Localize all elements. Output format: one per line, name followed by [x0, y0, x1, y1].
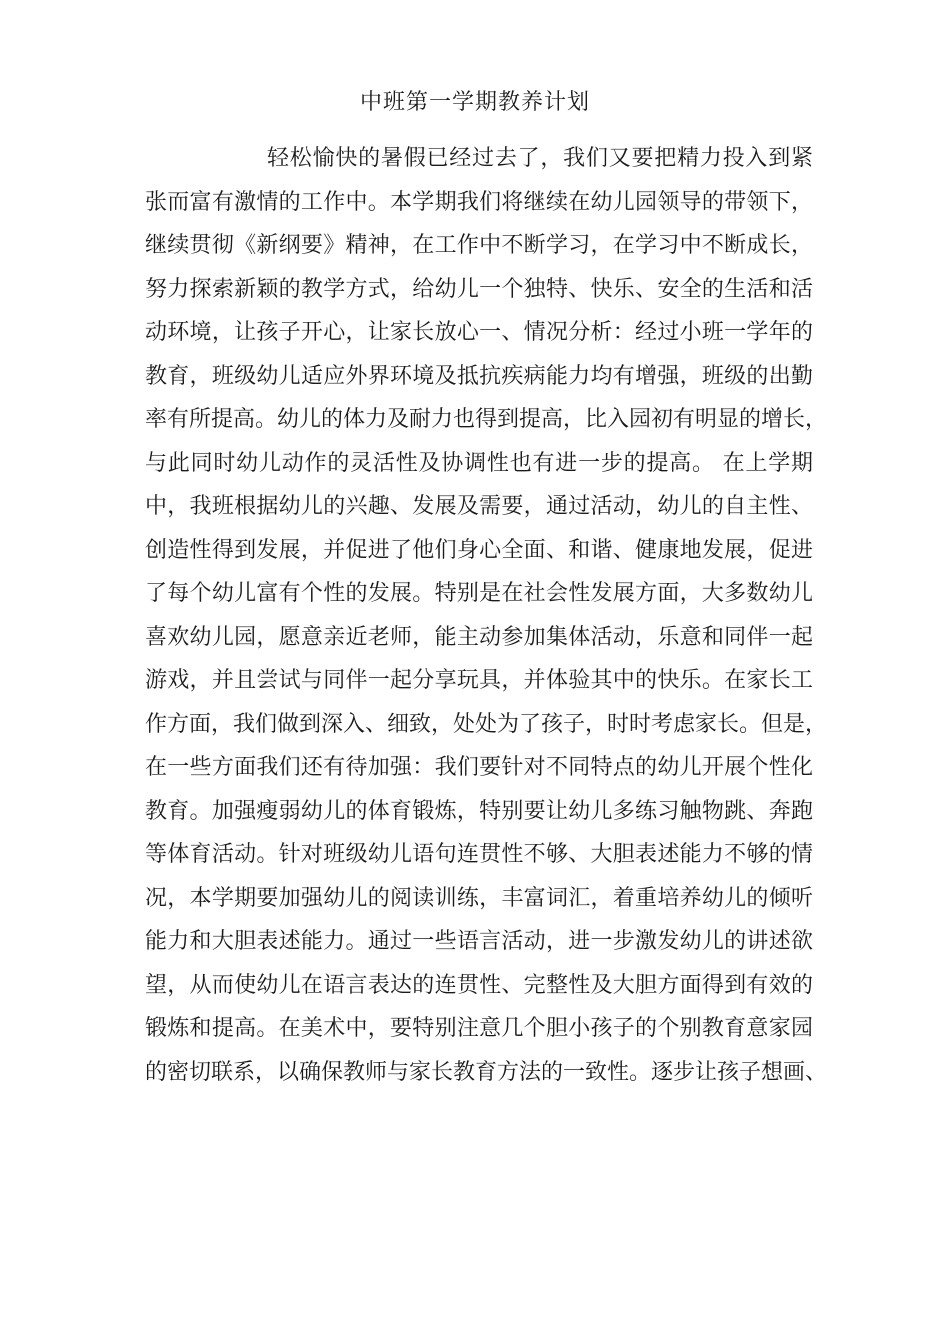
body-line: 中，我班根据幼儿的兴趣、发展及需要，通过活动，幼儿的自主性、	[145, 494, 813, 519]
body-line: 创造性得到发展，并促进了他们身心全面、和谐、健康地发展，促进	[145, 537, 813, 563]
body-line: 与此同时幼儿动作的灵活性及协调性也有进一步的提高。 在上学期	[145, 450, 813, 476]
document-title: 中班第一学期教养计划	[359, 90, 590, 115]
body-line: 了每个幼儿富有个性的发展。特别是在社会性发展方面，大多数幼儿	[145, 581, 813, 606]
body-line: 况，本学期要加强幼儿的阅读训练，丰富词汇，着重培养幼儿的倾听	[145, 885, 813, 911]
body-line: 的密切联系，以确保教师与家长教育方法的一致性。逐步让孩子想画、	[145, 1059, 828, 1085]
body-line: 率有所提高。幼儿的体力及耐力也得到提高，比入园初有明显的增长，	[145, 407, 828, 432]
body-line: 动环境，让孩子开心，让家长放心一、情况分析：经过小班一学年的	[145, 320, 813, 345]
body-line: 继续贯彻《新纲要》精神，在工作中不断学习，在学习中不断成长，	[145, 233, 813, 258]
body-line: 张而富有激情的工作中。本学期我们将继续在幼儿园领导的带领下，	[145, 189, 813, 215]
body-line: 等体育活动。针对班级幼儿语句连贯性不够、大胆表述能力不够的情	[145, 842, 813, 867]
body-line: 教育，班级幼儿适应外界环境及抵抗疾病能力均有增强，班级的出勤	[145, 363, 813, 389]
document-body	[145, 137, 828, 1094]
body-line: 能力和大胆表述能力。通过一些语言活动，进一步激发幼儿的讲述欲	[145, 929, 813, 954]
body-line: 游戏，并且尝试与同伴一起分享玩具，并体验其中的快乐。在家长工	[145, 668, 813, 693]
body-line: 在一些方面我们还有待加强：我们要针对不同特点的幼儿开展个性化	[145, 755, 813, 780]
body-line: 努力探索新颖的教学方式，给幼儿一个独特、快乐、安全的生活和活	[145, 276, 813, 302]
body-line: 锻炼和提高。在美术中，要特别注意几个胆小孩子的个别教育意家园	[145, 1016, 813, 1041]
body-line: 教育。加强瘦弱幼儿的体育锻炼，特别要让幼儿多练习触物跳、奔跑	[145, 798, 813, 824]
body-line: 喜欢幼儿园，愿意亲近老师，能主动参加集体活动，乐意和同伴一起	[145, 624, 813, 650]
body-line: 轻松愉快的暑假已经过去了，我们又要把精力投入到紧	[267, 146, 813, 171]
body-line: 作方面，我们做到深入、细致，处处为了孩子，时时考虑家长。但是，	[145, 711, 828, 737]
body-line: 望，从而使幼儿在语言表达的连贯性、完整性及大胆方面得到有效的	[145, 972, 813, 998]
